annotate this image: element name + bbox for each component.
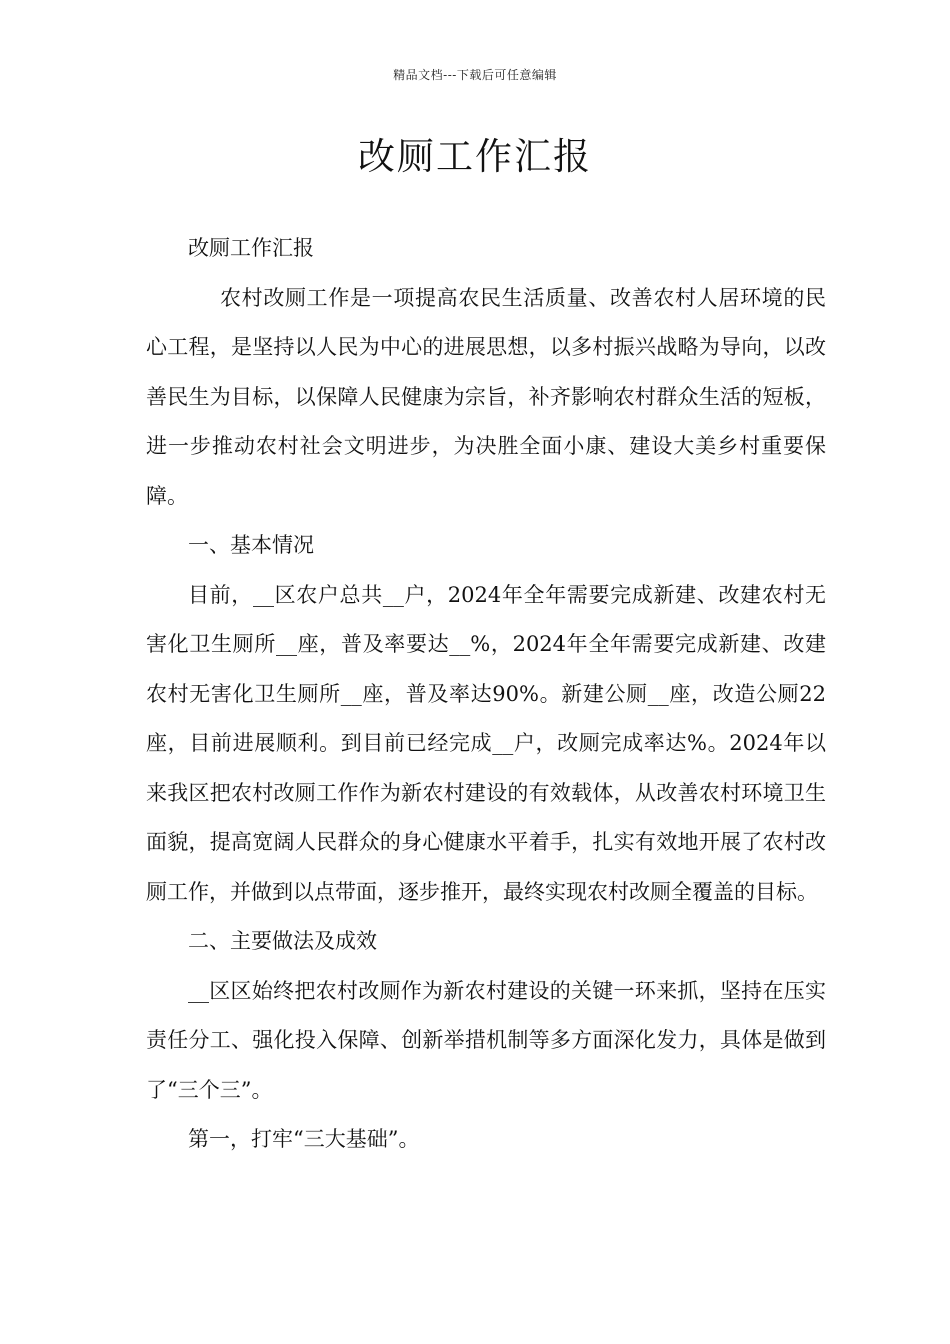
- header-note: 精品文档---下载后可任意编辑: [393, 68, 557, 82]
- first-point-paragraph: 第一，打牢“三大基础”。: [188, 1127, 420, 1151]
- basic-situation-paragraph: 目前，__区农户总共__户，2024年全年需要完成新建、改建农村无害化卫生厕所__座，普及率要达__%，2024年全年需要完成新建、改建农村无害化卫生厕所__座，普及率达90%。新建公厕__座，改造公厕22座，目前进展顺利。到目前已经完成__户，改厕完成率达%。2024年以来我区把农村改厕工作作为新农村建设的有效载体，从改善农村环境卫生面貌，提高宽阔人民群众的身心健康水平着手，扎实有效地开展了农村改厕工作，并做到以点带面，逐步推开，最终实现农村改厕全覆盖的目标。: [146, 582, 826, 904]
- subtitle-paragraph: 改厕工作汇报: [188, 236, 314, 260]
- document-title: 改厕工作汇报: [358, 135, 592, 178]
- section-heading-basic: 一、基本情况: [188, 533, 314, 557]
- practice-paragraph: __区区始终把农村改厕作为新农村建设的关键一环来抓，坚持在压实责任分工、强化投入保障、创新举措机制等多方面深化发力，具体是做到了“三个三”。: [146, 978, 826, 1102]
- section-heading-practice: 二、主要做法及成效: [188, 929, 377, 953]
- intro-paragraph: 农村改厕工作是一项提高农民生活质量、改善农村人居环境的民心工程，是坚持以人民为中心的进展思想，以多村振兴战略为导向，以改善民生为目标，以保障人民健康为宗旨，补齐影响农村群众生活的短板，进一步推动农村社会文明进步，为决胜全面小康、建设大美乡村重要保障。: [146, 285, 826, 508]
- document-body: [146, 224, 826, 1165]
